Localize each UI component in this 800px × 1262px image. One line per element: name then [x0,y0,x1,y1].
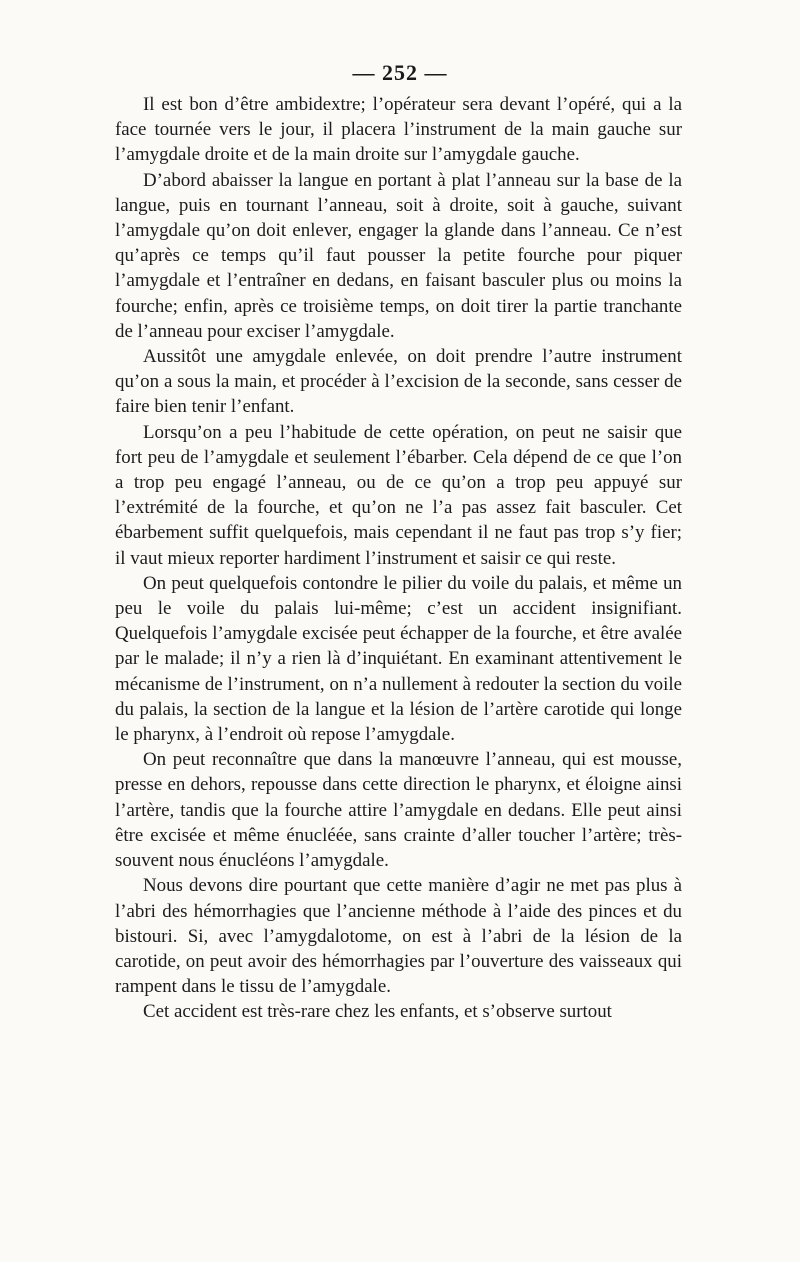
paragraph-6: On peut reconnaître que dans la manœuvre l’anneau, qui est mousse, presse en dehors, repousse dans cette direction le pharynx, et éloigne ainsi l’artère, tandis que la fourche attire l’amygdale en dedans. Elle peut ainsi être excisée et même énucléée, sans crainte d’aller toucher l’artère; très-souvent nous énucléons l’amygdale. [115,749,682,872]
paragraph-4: Lorsqu’on a peu l’habitude de cette opération, on peut ne saisir que fort peu de l’amygdale et seulement l’ébarber. Cela dépend de ce que l’on a trop peu engagé l’anneau, ou de ce qu’on a trop peu appuyé sur l’extrémité de la fourche, et qu’on ne l’a pas assez fait basculer. Cet ébarbement suffit quelquefois, mais cependant il ne faut pas trop s’y fier; il vaut mieux reporter hardiment l’instrument et saisir ce qui reste. [115,421,682,569]
paragraph-7: Nous devons dire pourtant que cette manière d’agir ne met pas plus à l’abri des hémorrhagies que l’ancienne méthode à l’aide des pinces et du bistouri. Si, avec l’amygdalotome, on est à l’abri de la lésion de la carotide, on peut avoir des hémorrhagies par l’ouverture des vaisseaux qui rampent dans le tissu de l’amygdale. [115,875,682,998]
body-text [115,92,682,1025]
paragraph-2: D’abord abaisser la langue en portant à plat l’anneau sur la base de la langue, puis en tournant l’anneau, soit à droite, soit à gauche, suivant l’amygdale qu’on doit enlever, engager la glande dans l’anneau. Ce n’est qu’après ce temps qu’il faut pousser la petite fourche pour piquer l’amygdale et l’entraîner en dedans, en faisant basculer plus ou moins la fourche; enfin, après ce troisième temps, on doit tirer la partie tranchante de l’anneau pour exciser l’amygdale. [115,169,682,342]
paragraph-5: On peut quelquefois contondre le pilier du voile du palais, et même un peu le voile du palais lui-même; c’est un accident insignifiant. Quelquefois l’amygdale excisée peut échapper de la fourche, et être avalée par le malade; il n’y a rien là d’inquiétant. En examinant attentivement le mécanisme de l’instrument, on n’a nullement à redouter la section du voile du palais, la section de la langue et la lésion de l’artère carotide qui longe le pharynx, à l’endroit où repose l’amygdale. [115,572,682,746]
page-number: — 252 — [352,60,448,85]
paragraph-1: Il est bon d’être ambidextre; l’opérateur sera devant l’opéré, qui a la face tournée vers le jour, il placera l’instrument de la main gauche sur l’amygdale droite et de la main droite sur l’amygdale gauche. [115,94,682,166]
paragraph-3: Aussitôt une amygdale enlevée, on doit prendre l’autre instrument qu’on a sous la main, et procéder à l’excision de la seconde, sans cesser de faire bien tenir l’enfant. [115,346,682,418]
paragraph-8: Cet accident est très-rare chez les enfants, et s’observe surtout [143,1001,612,1023]
